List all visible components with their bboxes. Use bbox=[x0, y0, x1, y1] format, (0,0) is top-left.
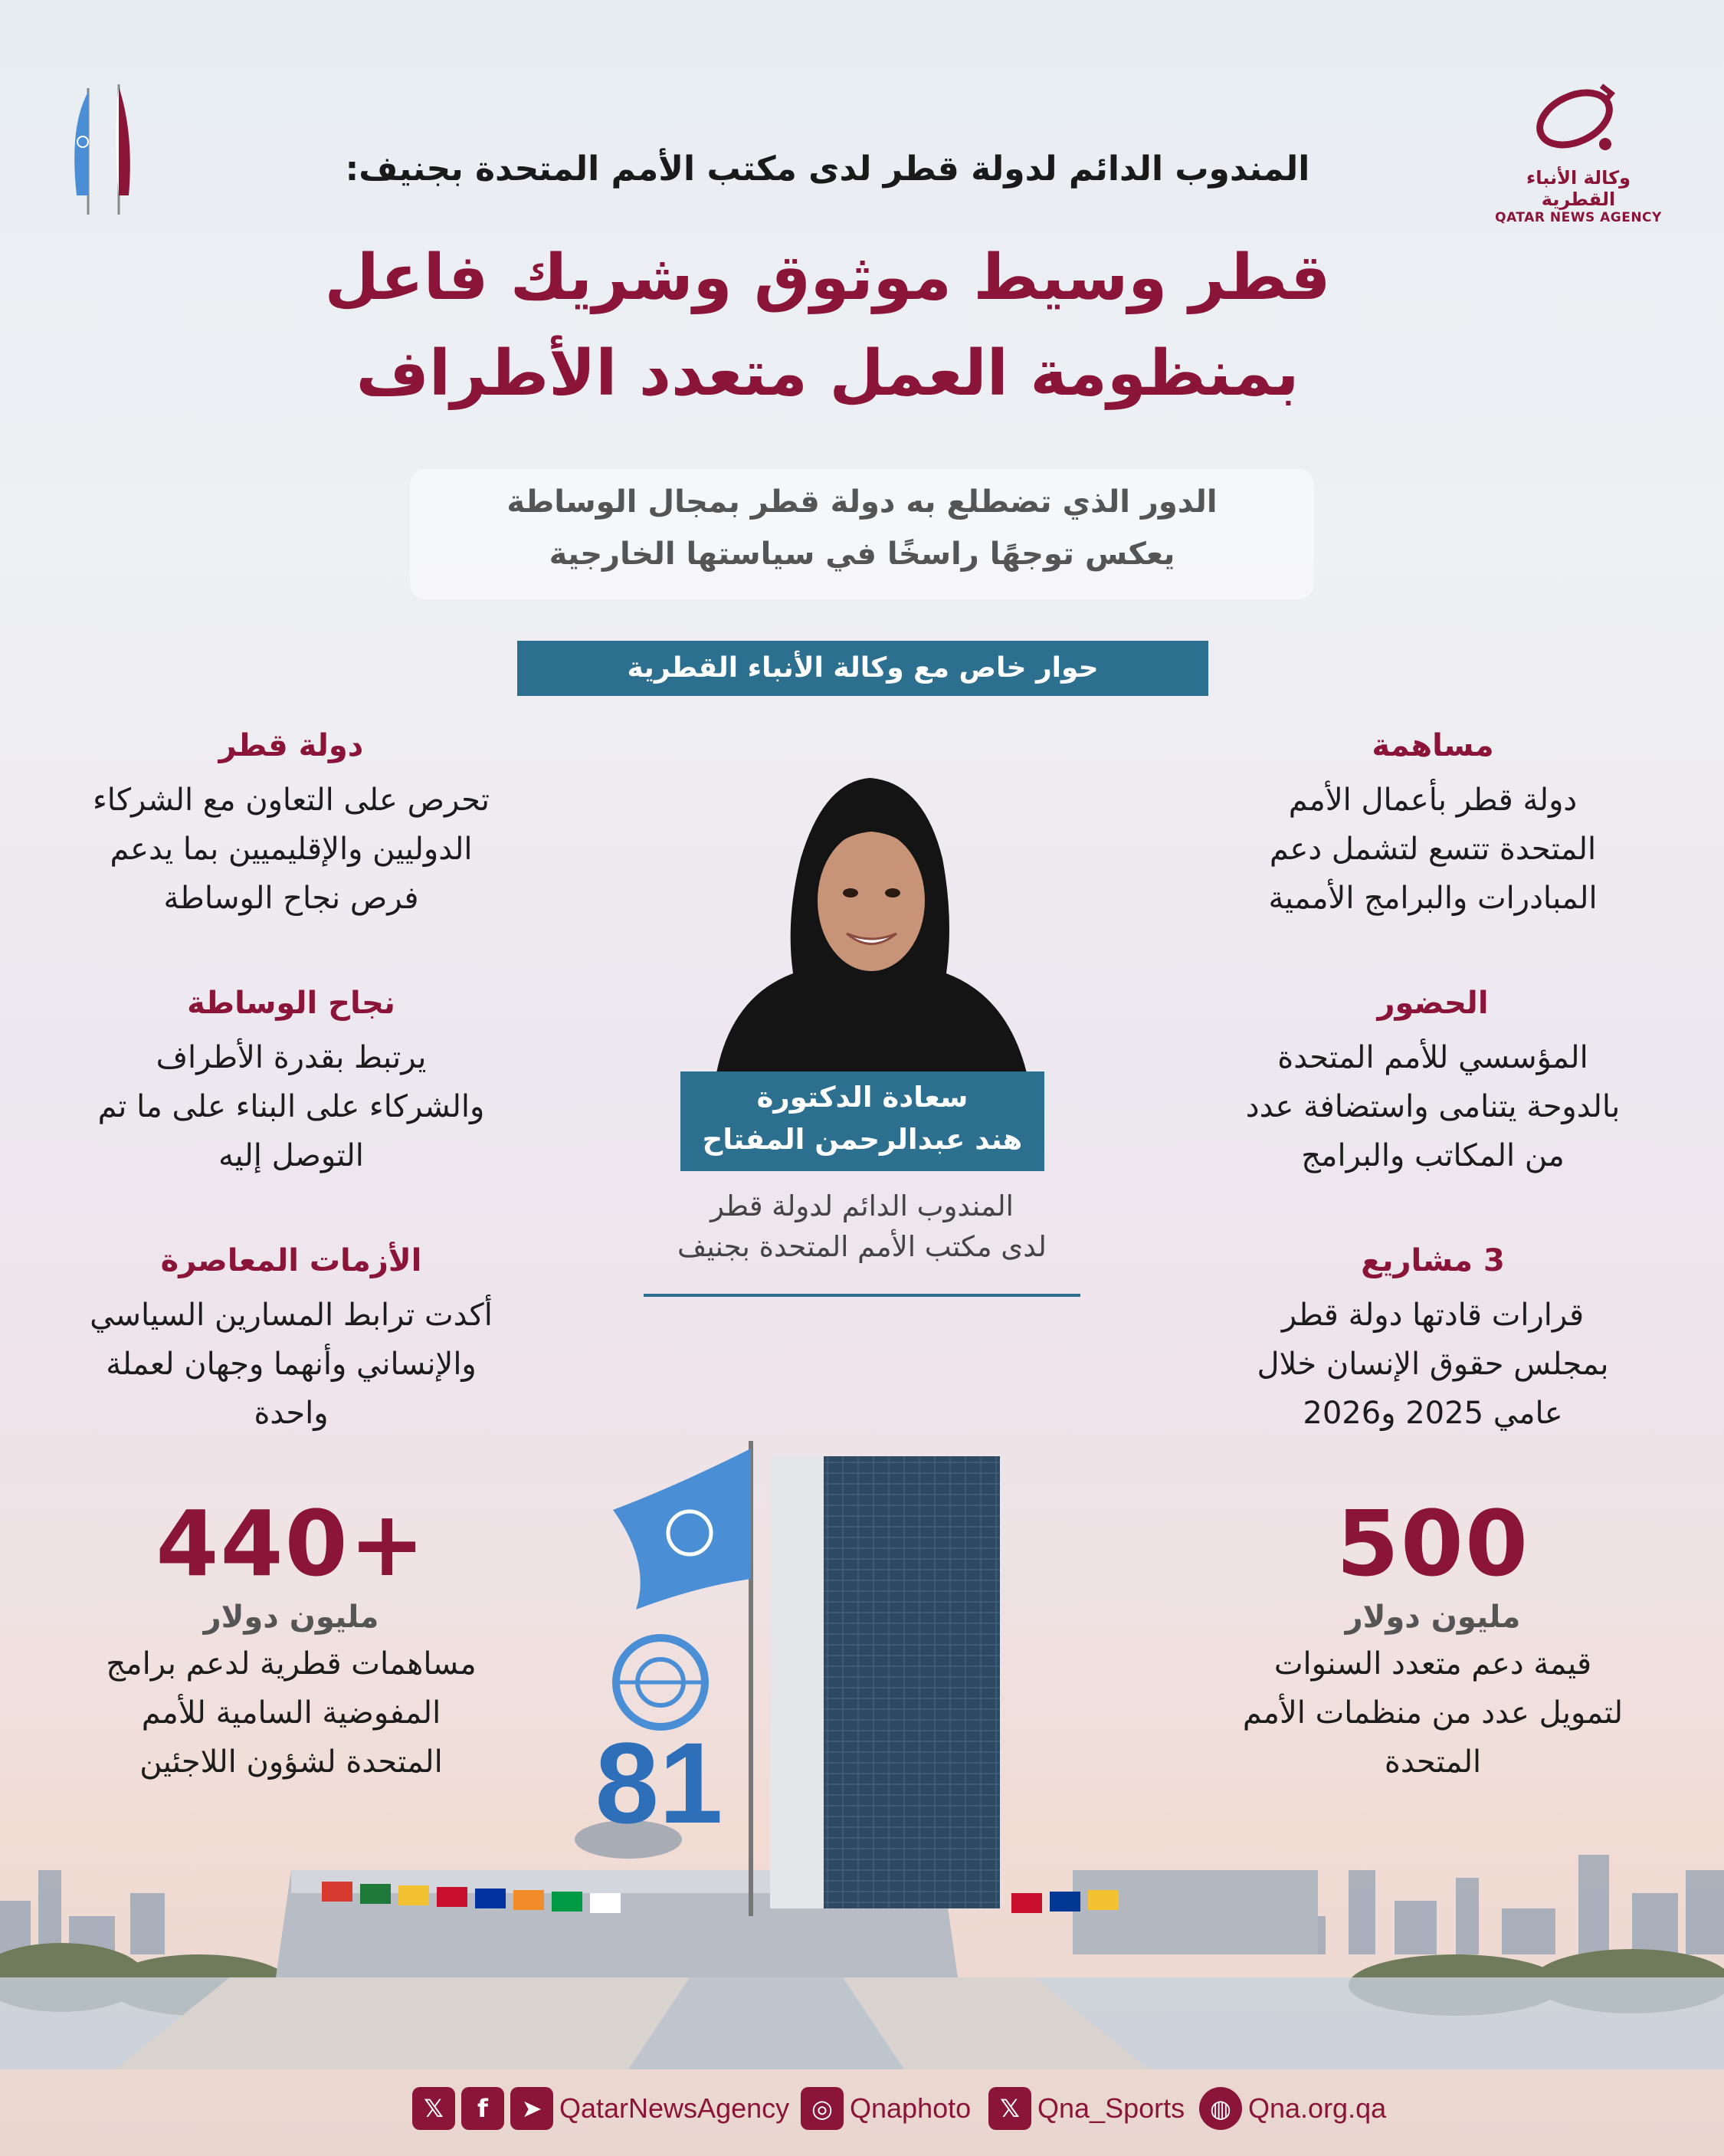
portrait-photo bbox=[701, 766, 1038, 1073]
un-and-qatar-flags bbox=[54, 80, 146, 218]
x-icon[interactable]: 𝕏 bbox=[988, 2087, 1031, 2130]
stat-unit: مليون دولار bbox=[1345, 1600, 1521, 1635]
item-line: عامي 2025 و2026 bbox=[1303, 1396, 1563, 1431]
special-interview-bar: حوار خاص مع وكالة الأنباء القطرية bbox=[517, 641, 1208, 696]
item-title: نجاح الوساطة bbox=[187, 986, 395, 1021]
item-line: فرص نجاح الوساطة bbox=[163, 881, 419, 916]
quote-line1: الدور الذي تضطلع به دولة قطر بمجال الوساطة bbox=[506, 484, 1218, 520]
stat-value: 500 bbox=[1336, 1491, 1530, 1596]
x-icon[interactable]: 𝕏 bbox=[412, 2087, 455, 2130]
social-main[interactable] bbox=[412, 2085, 789, 2132]
logo-arabic-text: وكالة الأنباء القطرية bbox=[1526, 167, 1631, 210]
logo-english-text: QATAR NEWS AGENCY bbox=[1495, 210, 1662, 225]
item-title: الأزمات المعاصرة bbox=[160, 1243, 422, 1278]
right-item-2 bbox=[1195, 986, 1670, 1180]
anniversary-number: 81 bbox=[595, 1718, 723, 1847]
item-line: التوصل إليه bbox=[218, 1138, 364, 1173]
main-title-line1: قطر وسيط موثوق وشريك فاعل bbox=[324, 241, 1331, 314]
item-line: المبادرات والبرامج الأممية bbox=[1268, 881, 1598, 916]
left-item-3 bbox=[54, 1243, 529, 1438]
item-line: قرارات قادتها دولة قطر bbox=[1281, 1298, 1585, 1333]
stat-line: لتمويل عدد من منظمات الأمم bbox=[1242, 1695, 1624, 1731]
social-footer bbox=[0, 2079, 1724, 2140]
person-role-line1: المندوب الدائم لدولة قطر bbox=[710, 1190, 1014, 1222]
stat-line: المتحدة bbox=[1384, 1744, 1482, 1780]
kicker-headline: المندوب الدائم لدولة قطر لدى مكتب الأمم المتحدة بجنيف: bbox=[345, 149, 1310, 189]
item-line: واحدة bbox=[254, 1396, 329, 1431]
item-line: والإنساني وأنهما وجهان لعملة bbox=[106, 1347, 477, 1382]
qna-logo bbox=[1494, 77, 1663, 230]
left-item-1 bbox=[54, 728, 529, 923]
telegram-icon[interactable]: ➤ bbox=[510, 2087, 553, 2130]
item-title: مساهمة bbox=[1372, 728, 1494, 763]
main-title-line2: بمنظومة العمل متعدد الأطراف bbox=[356, 337, 1300, 410]
stat-unit: مليون دولار bbox=[203, 1600, 379, 1635]
stat-line: مساهمات قطرية لدعم برامج bbox=[106, 1646, 477, 1682]
facebook-icon[interactable]: f bbox=[461, 2087, 504, 2130]
stat-line: المتحدة لشؤون اللاجئين bbox=[139, 1744, 443, 1780]
stat-right bbox=[1195, 1491, 1670, 1787]
stat-line: قيمة دعم متعدد السنوات bbox=[1273, 1646, 1592, 1682]
item-line: المتحدة تتسع لتشمل دعم bbox=[1269, 832, 1597, 867]
instagram-icon[interactable]: ◎ bbox=[801, 2087, 844, 2130]
right-item-3 bbox=[1195, 1243, 1670, 1438]
item-line: أكدت ترابط المسارين السياسي bbox=[90, 1298, 493, 1333]
left-item-2 bbox=[54, 986, 529, 1180]
stat-left bbox=[54, 1491, 529, 1787]
stat-line: المفوضية السامية للأمم bbox=[141, 1695, 441, 1731]
right-item-1 bbox=[1195, 728, 1670, 923]
honorific: سعادة الدكتورة bbox=[756, 1081, 969, 1114]
social-sports[interactable] bbox=[988, 2085, 1185, 2132]
divider bbox=[644, 1294, 1080, 1297]
item-line: بمجلس حقوق الإنسان خلال bbox=[1257, 1347, 1609, 1382]
person-role-line2: لدى مكتب الأمم المتحدة بجنيف bbox=[677, 1230, 1047, 1263]
item-line: المؤسسي للأمم المتحدة bbox=[1277, 1040, 1588, 1075]
item-title: دولة قطر bbox=[218, 728, 364, 763]
social-handle-main[interactable]: QatarNewsAgency bbox=[559, 2092, 790, 2124]
qna-logo-mark-icon bbox=[1529, 77, 1628, 161]
item-title: الحضور bbox=[1377, 986, 1489, 1021]
item-line: دولة قطر بأعمال الأمم bbox=[1288, 783, 1578, 818]
globe-icon[interactable]: ◍ bbox=[1199, 2087, 1242, 2130]
item-line: بالدوحة يتنامى واستضافة عدد bbox=[1245, 1089, 1621, 1124]
social-handle-photo[interactable]: Qnaphoto bbox=[850, 2092, 972, 2124]
item-line: والشركاء على البناء على ما تم bbox=[97, 1089, 485, 1124]
social-photo[interactable] bbox=[801, 2085, 971, 2132]
item-line: تحرص على التعاون مع الشركاء bbox=[92, 783, 490, 818]
social-website[interactable] bbox=[1199, 2085, 1386, 2132]
website-link[interactable]: Qna.org.qa bbox=[1248, 2092, 1387, 2124]
item-line: الدوليين والإقليميين بما يدعم bbox=[110, 832, 473, 867]
item-line: يرتبط بقدرة الأطراف bbox=[156, 1040, 427, 1075]
person-name: هند عبدالرحمن المفتاح bbox=[702, 1123, 1023, 1156]
item-title: 3 مشاريع bbox=[1361, 1243, 1505, 1278]
social-handle-sports[interactable]: Qna_Sports bbox=[1037, 2092, 1185, 2124]
item-line: من المكاتب والبرامج bbox=[1301, 1138, 1565, 1173]
stat-value: 440+ bbox=[156, 1491, 427, 1596]
quote-line2: يعكس توجهًا راسخًا في سياستها الخارجية bbox=[549, 537, 1175, 572]
